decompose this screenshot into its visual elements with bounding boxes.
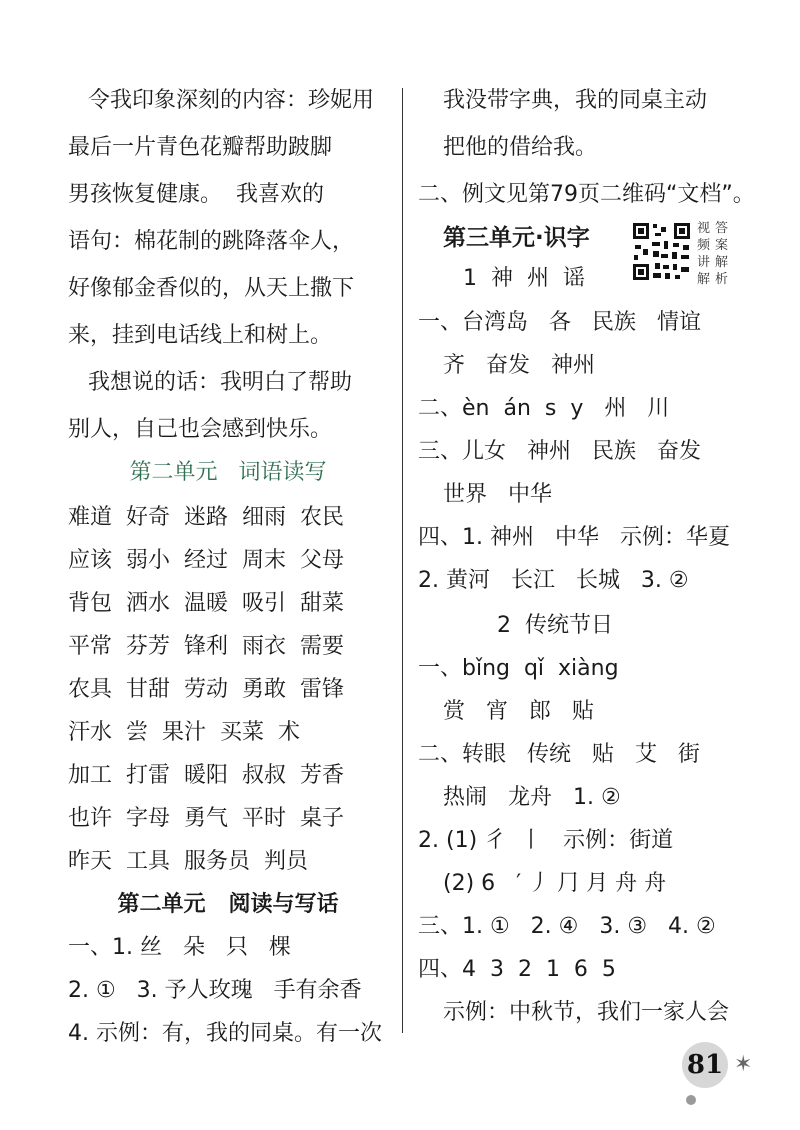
- word-row-4: 平常 芬芳 锋利 雨衣 需要: [68, 634, 344, 659]
- lesson1-line-1: 一、台湾岛 各 民族 情谊: [418, 310, 701, 335]
- lesson2-line-6: (2) 6 ′ 丿 ⺆ 月 舟 舟: [443, 871, 667, 896]
- word-row-2: 应该 弱小 经过 周末 父母: [68, 548, 344, 573]
- right-top-line-2: 把他的借给我。: [443, 135, 598, 160]
- lesson1-line-7: 2. 黄河 长江 长城 3. ②: [418, 568, 689, 593]
- word-row-3: 背包 洒水 温暖 吸引 甜菜: [68, 591, 344, 616]
- page-number: 81: [682, 1042, 728, 1088]
- lesson1-line-4: 三、儿女 神州 民族 奋发: [418, 439, 701, 464]
- qr-note-answer: 答案解析: [715, 221, 729, 287]
- lesson2-line-1: 一、bǐng qǐ xiàng: [418, 656, 619, 681]
- word-row-5: 农具 甘甜 劳动 勇敢 雷锋: [68, 677, 344, 702]
- lesson2-title: 2 传统节日: [497, 613, 613, 638]
- lesson2-line-7: 三、1. ① 2. ④ 3. ③ 4. ②: [418, 914, 716, 939]
- lesson1-line-2: 齐 奋发 神州: [443, 353, 595, 378]
- lesson2-line-4: 热闹 龙舟 1. ②: [443, 785, 621, 810]
- left-text-line-6: 来，挂到电话线上和树上。: [68, 323, 333, 348]
- column-divider: [402, 88, 403, 1033]
- word-row-9: 昨天 工具 服务员 判员: [68, 849, 308, 874]
- right-top-line-3: 二、例文见第79页二维码“文档”。: [418, 182, 755, 207]
- star-icon: ✶: [734, 1052, 753, 1077]
- lesson2-line-2: 赏 宵 郎 贴: [443, 699, 594, 724]
- left-text-line-1: 令我印象深刻的内容：珍妮用: [88, 88, 375, 113]
- word-row-7: 加工 打雷 暖阳 叔叔 芳香: [68, 763, 344, 788]
- left-text-line-3: 男孩恢复健康。 我喜欢的: [68, 182, 324, 207]
- lesson2-line-9: 示例：中秋节，我们一家人会: [443, 1000, 730, 1025]
- lesson2-line-5: 2. (1) 彳 丨 示例：街道: [418, 828, 674, 853]
- reading-line-2: 2. ① 3. 予人玫瑰 手有余香: [68, 978, 362, 1003]
- left-text-line-7: 我想说的话：我明白了帮助: [88, 370, 353, 395]
- section-title-reading: 第二单元 阅读与写话: [117, 892, 339, 917]
- section-title-words: 第二单元 词语读写: [129, 460, 327, 485]
- lesson1-line-6: 四、1. 神州 中华 示例：华夏: [418, 525, 730, 550]
- reading-line-3: 4. 示例：有，我的同桌。有一次: [68, 1021, 382, 1046]
- lesson1-title: 1 神 州 谣: [463, 266, 585, 291]
- lesson2-line-3: 二、转眼 传统 贴 艾 街: [418, 742, 700, 767]
- reading-line-1: 一、1. 丝 朵 只 棵: [68, 935, 291, 960]
- unit-title: 第三单元·识字: [443, 225, 590, 251]
- left-text-line-5: 好像郁金香似的，从天上撒下: [68, 276, 355, 301]
- qr-note-video: 视频讲解: [697, 221, 711, 287]
- lesson2-line-8: 四、4 3 2 1 6 5: [418, 957, 616, 982]
- left-text-line-4: 语句：棉花制的跳降落伞人，: [68, 229, 355, 254]
- word-row-8: 也许 字母 勇气 平时 桌子: [68, 806, 344, 831]
- lesson1-line-3: 二、èn án s y 州 川: [418, 396, 670, 421]
- word-row-6: 汗水 尝 果汁 买菜 术: [68, 720, 300, 745]
- left-text-line-8: 别人，自己也会感到快乐。: [68, 417, 333, 442]
- right-top-line-1: 我没带字典，我的同桌主动: [443, 88, 708, 113]
- left-text-line-2: 最后一片青色花瓣帮助跛脚: [68, 135, 333, 160]
- lesson1-line-5: 世界 中华: [443, 482, 552, 507]
- word-row-1: 难道 好奇 迷路 细雨 农民: [68, 505, 344, 530]
- decorative-dot: [686, 1095, 696, 1105]
- qr-code-icon[interactable]: [631, 221, 692, 282]
